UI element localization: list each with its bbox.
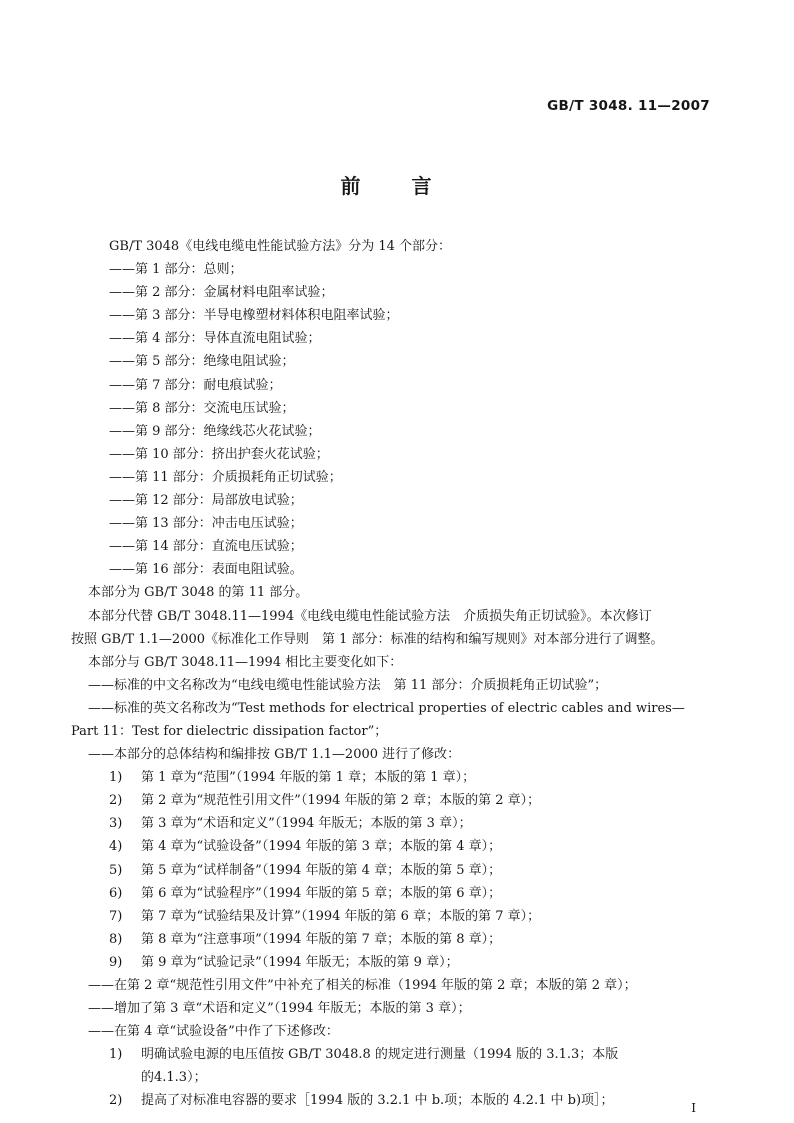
change-structure: ——本部分的总体结构和编排按 GB/T 1.1—2000 进行了修改： (88, 747, 461, 763)
replace-paragraph-line-1: 本部分代替 GB/T 3048.11—1994《电线电缆电性能试验方法 介质损失角正切试验》。本次修订 (88, 608, 652, 624)
list-item (88, 1043, 714, 1066)
item-number: 8) (109, 931, 123, 947)
item-number: 4) (109, 839, 123, 855)
list-item (88, 835, 714, 858)
changes-intro: 本部分与 GB/T 3048.11—1994 相比主要变化如下： (88, 654, 403, 670)
list-item: ——第 5 部分：绝缘电阻试验； (109, 354, 295, 370)
change-cn-name: ——标准的中文名称改为“电线电缆电性能试验方法 第 11 部分：介质损耗角正切试验”； (88, 677, 608, 693)
list-item: ——第 14 部分：直流电压试验； (109, 539, 303, 555)
foreword-body (71, 235, 714, 1113)
list-item: ——第 7 部分：耐电痕试验； (109, 377, 282, 393)
list-item (88, 1089, 714, 1112)
item-text: 第 9 章为“试验记录”（1994 年版无；本版的第 9 章）； (141, 954, 459, 970)
list-item (88, 789, 714, 812)
list-item: ——第 12 部分：局部放电试验； (109, 493, 303, 509)
item-number: 6) (109, 885, 123, 901)
standard-code: GB/T 3048. 11—2007 (547, 98, 710, 114)
item-number: 9) (109, 954, 123, 970)
chapters-list (88, 766, 714, 974)
list-item: ——第 11 部分：介质损耗角正切试验； (109, 469, 342, 485)
list-item (88, 882, 714, 905)
change-en-name-line-1: ——标准的英文名称改为“Test methods for electrical properties of electric cables and wires— (88, 700, 685, 716)
item-text: 提高了对标准电容器的要求［1994 版的 3.2.1 中 b.项；本版的 4.2.1 中 b)项］； (141, 1093, 614, 1109)
list-item (88, 766, 714, 789)
page-title: 前 言 (340, 174, 454, 198)
item-number: 2) (109, 793, 123, 809)
item-number: 2) (109, 1093, 123, 1109)
list-item (88, 812, 714, 835)
item-number: 5) (109, 862, 123, 878)
change-en-name-line-2: Part 11：Test for dielectric dissipation factor”； (71, 723, 388, 739)
list-item: ——第 8 部分：交流电压试验； (109, 400, 295, 416)
list-item: ——第 2 部分：金属材料电阻率试验； (109, 285, 334, 301)
list-item (88, 951, 714, 974)
list-item: ——第 3 部分：半导电橡塑材料体积电阻率试验； (109, 308, 399, 324)
part-statement: 本部分为 GB/T 3048 的第 11 部分。 (88, 585, 309, 601)
item-text: 明确试验电源的电压值按 GB/T 3048.8 的规定进行测量（1994 版的 3.1.3；本版 (141, 1047, 619, 1063)
change-chapter-4: ——在第 4 章“试验设备”中作了下述修改： (88, 1024, 339, 1040)
page-number: I (691, 1101, 696, 1115)
chapter-4-items (88, 1043, 714, 1112)
list-item: ——第 1 部分：总则； (109, 262, 243, 278)
item-text: 第 7 章为“试验结果及计算”（1994 年版的第 6 章；本版的第 7 章）； (141, 908, 541, 924)
item-text: 第 6 章为“试验程序”（1994 年版的第 5 章；本版的第 6 章）； (141, 885, 502, 901)
item-text: 第 4 章为“试验设备”（1994 年版的第 3 章；本版的第 4 章）； (141, 839, 502, 855)
replace-paragraph-line-2: 按照 GB/T 1.1—2000《标准化工作导则 第 1 部分：标准的结构和编写规则》对本部分进行了调整。 (71, 631, 664, 647)
list-item (88, 905, 714, 928)
item-number: 3) (109, 816, 123, 832)
item-number: 1) (109, 770, 123, 786)
list-item: ——第 10 部分：挤出护套火花试验； (109, 446, 329, 462)
list-item: ——第 16 部分：表面电阻试验。 (109, 562, 303, 578)
item-number: 1) (109, 1047, 123, 1063)
list-item: ——第 13 部分：冲击电压试验； (109, 516, 303, 532)
item-text: 第 8 章为“注意事项”（1994 年版的第 7 章；本版的第 8 章）； (141, 931, 502, 947)
change-chapter-3: ——增加了第 3 章“术语和定义”（1994 年版无；本版的第 3 章）； (88, 1001, 471, 1017)
list-item-continuation: 的4.1.3）； (141, 1070, 207, 1086)
item-number: 7) (109, 908, 123, 924)
item-text: 第 3 章为“术语和定义”（1994 年版无；本版的第 3 章）； (141, 816, 472, 832)
list-item (88, 859, 714, 882)
list-item (88, 928, 714, 951)
list-item: ——第 9 部分：绝缘线芯火花试验； (109, 423, 321, 439)
list-item: ——第 4 部分：导体直流电阻试验； (109, 331, 321, 347)
item-text: 第 1 章为“范围”（1994 年版的第 1 章；本版的第 1 章）； (141, 770, 476, 786)
item-text: 第 2 章为“规范性引用文件”（1994 年版的第 2 章；本版的第 2 章）； (141, 793, 541, 809)
item-text: 第 5 章为“试样制备”（1994 年版的第 4 章；本版的第 5 章）； (141, 862, 502, 878)
change-chapter-2: ——在第 2 章“规范性引用文件”中补充了相关的标准（1994 年版的第 2 章；本版的第 2 章）； (88, 978, 637, 993)
parts-list (88, 258, 714, 581)
intro-paragraph: GB/T 3048《电线电缆电性能试验方法》分为 14 个部分： (109, 239, 452, 254)
